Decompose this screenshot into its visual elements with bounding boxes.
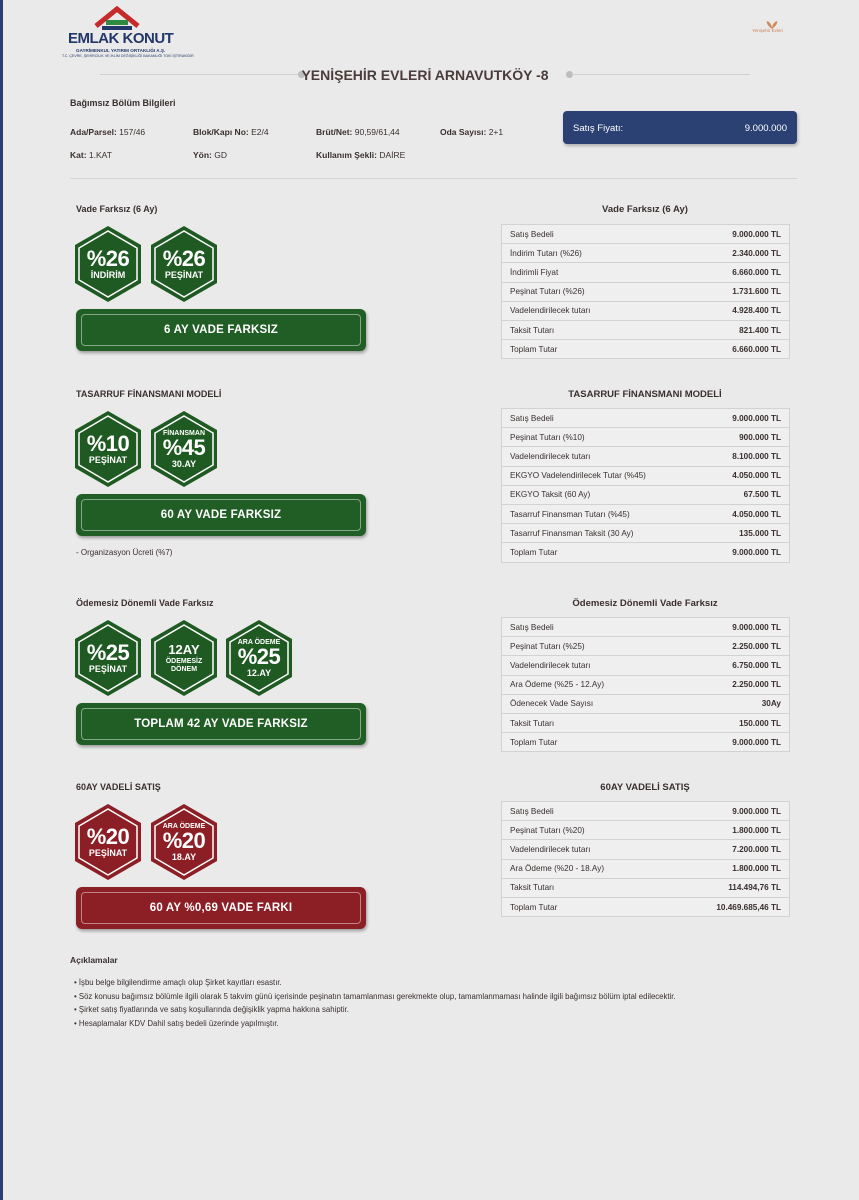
table-row: Satış Bedeli 9.000.000 TL	[502, 802, 790, 821]
badge-indirim-26	[69, 225, 147, 303]
list-item: • Söz konusu bağımsız bölümle ilgili olarak 5 takvim günü içerisinde peşinatın tamamlanması gerekmekte olup, tamamlanmaması halinde ilgili bağımsız bölüm iptal edilecektir.	[74, 991, 676, 1001]
aciklamalar-heading: Açıklamalar	[70, 955, 118, 965]
badge-ara-odeme-20	[145, 803, 223, 881]
house-logo-icon	[92, 6, 142, 32]
badge-label: PEŞİNAT	[88, 455, 128, 465]
table-row: Vadelendirilecek tutarı 7.200.000 TL	[502, 840, 790, 859]
table-4-title: 60AY VADELİ SATIŞ	[600, 782, 690, 793]
table-row: İndirim Tutarı (%26) 2.340.000 TL	[502, 244, 790, 263]
table-row: Peşinat Tutarı (%25) 2.250.000 TL	[502, 637, 790, 656]
table-row: Taksit Tutarı 150.000 TL	[502, 713, 790, 732]
section-3-title: Ödemesiz Dönemli Vade Farksız	[76, 598, 214, 608]
section-1-title: Vade Farksız (6 Ay)	[76, 204, 158, 214]
plan-bar-60-ay	[76, 494, 366, 536]
table-2-title: TASARRUF FİNANSMANI MODELİ	[568, 389, 722, 400]
table-row: Ödenecek Vade Sayısı 30Ay	[502, 694, 790, 713]
badge-big: %20	[162, 827, 206, 853]
table-row: Taksit Tutarı 114.494,76 TL	[502, 878, 790, 897]
blok-kapi: Blok/Kapı No: E2/4	[193, 127, 269, 137]
sale-price-label: Satış Fiyatı:	[573, 123, 624, 134]
table-1-title: Vade Farksız (6 Ay)	[602, 204, 688, 215]
table-row: Tasarruf Finansman Taksit (30 Ay) 135.000 TL	[502, 524, 790, 543]
plan-bar-label: TOPLAM 42 AY VADE FARKSIZ	[81, 708, 361, 740]
partner-logo-text: Yenişehir Evleri	[752, 28, 783, 33]
badge-big: %20	[86, 824, 130, 849]
list-item: • Hesaplamalar KDV Dahil satış bedeli üzerinde yapılmıştır.	[74, 1018, 279, 1028]
logo-subtitle-2: T.C. ÇEVRE, ŞEHİRCİLİK VE İKLİM DEĞİŞİKLİĞİ BAKANLIĞI TOKİ İŞTİRAKİDİR	[62, 54, 194, 58]
badge-label: PEŞİNAT	[164, 270, 204, 280]
plan-bar-60-ay-vade-farki	[76, 887, 366, 929]
left-accent-bar	[0, 0, 3, 1200]
badge-mid: 12AY	[168, 642, 200, 657]
table-row: Peşinat Tutarı (%20) 1.800.000 TL	[502, 821, 790, 840]
oda-sayisi: Oda Sayısı: 2+1	[440, 127, 504, 137]
emlak-konut-logo	[62, 6, 194, 60]
badge-pesinat-25	[69, 619, 147, 697]
partner-logo	[752, 20, 792, 40]
badge-label: 12.AY	[246, 667, 272, 678]
ada-parsel: Ada/Parsel: 157/46	[70, 127, 146, 137]
table-vade-farksiz-6-ay	[501, 224, 790, 359]
badge-big: %26	[86, 246, 130, 271]
kat: Kat: 1.KAT	[70, 150, 112, 160]
table-row: Toplam Tutar 6.660.000 TL	[502, 340, 790, 359]
table-row: Ara Ödeme (%20 - 18.Ay) 1.800.000 TL	[502, 859, 790, 878]
sale-price-value: 9.000.000	[744, 123, 787, 134]
table-row: EKGYO Vadelendirilecek Tutar (%45) 4.050.000 TL	[502, 466, 790, 485]
badge-ara-odeme-25	[220, 619, 298, 697]
logo-subtitle: GAYRİMENKUL YATIRIM ORTAKLIĞI A.Ş.	[76, 48, 166, 53]
badge-top: ARA ÖDEME	[162, 822, 206, 830]
table-row: Toplam Tutar 10.469.685,46 TL	[502, 897, 790, 916]
badge-top: ARA ÖDEME	[237, 638, 281, 646]
badge-label: İNDİRİM	[90, 270, 126, 280]
badge-12-ay-odemesiz	[145, 619, 223, 697]
plan-bar-6-ay	[76, 309, 366, 351]
brut-net: Brüt/Net: 90,59/61,44	[316, 127, 400, 137]
table-tasarruf-finansmani	[501, 408, 790, 563]
table-60-ay-vadeli	[501, 801, 790, 917]
table-row: Vadelendirilecek tutarı 8.100.000 TL	[502, 447, 790, 466]
badge-label: ÖDEMESİZ	[165, 658, 203, 665]
unit-info-heading: Bağımsız Bölüm Bilgileri	[70, 98, 176, 108]
badge-label: PEŞİNAT	[88, 664, 128, 674]
table-row: Vadelendirilecek tutarı 4.928.400 TL	[502, 301, 790, 320]
plan-bar-label: 60 AY VADE FARKSIZ	[81, 499, 361, 531]
yon: Yön: GD	[193, 150, 228, 160]
table-row: Satış Bedeli 9.000.000 TL	[502, 409, 790, 428]
table-row: EKGYO Taksit (60 Ay) 67.500 TL	[502, 485, 790, 504]
badge-label: 30.AY	[171, 458, 197, 469]
section-2-title: TASARRUF FİNANSMANI MODELİ	[76, 389, 222, 399]
badge-big: %26	[162, 246, 206, 271]
badge-pesinat-26	[145, 225, 223, 303]
table-row: Satış Bedeli 9.000.000 TL	[502, 225, 790, 244]
title-divider-right	[572, 74, 750, 75]
plan-bar-label: 6 AY VADE FARKSIZ	[81, 314, 361, 346]
badge-big: %25	[237, 643, 281, 669]
divider	[70, 178, 797, 179]
table-row: İndirimli Fiyat 6.660.000 TL	[502, 263, 790, 282]
table-3-title: Ödemesiz Dönemli Vade Farksız	[572, 598, 718, 609]
badge-finansman-45	[145, 410, 223, 488]
table-row: Satış Bedeli 9.000.000 TL	[502, 618, 790, 637]
title-row	[100, 66, 750, 86]
table-row: Toplam Tutar 9.000.000 TL	[502, 733, 790, 752]
table-row: Peşinat Tutarı (%10) 900.000 TL	[502, 428, 790, 447]
section-4-title: 60AY VADELİ SATIŞ	[76, 782, 161, 792]
kullanim-sekli: Kullanım Şekli: DAİRE	[316, 150, 406, 160]
badge-top: FİNANSMAN	[163, 429, 205, 437]
table-odemesiz-donemli	[501, 617, 790, 752]
page-title: YENİŞEHİR EVLERİ ARNAVUTKÖY -8	[301, 67, 549, 83]
sale-price-box	[563, 111, 797, 144]
plan-bar-42-ay	[76, 703, 366, 745]
list-item: • Şirket satış fiyatlarında ve satış koşullarında değişiklik yapma hakkına sahiptir.	[74, 1005, 349, 1015]
table-row: Ara Ödeme (%25 - 12.Ay) 2.250.000 TL	[502, 675, 790, 694]
aciklamalar-list	[74, 976, 676, 1030]
plan-bar-label: 60 AY %0,69 VADE FARKI	[81, 892, 361, 924]
badge-big: %45	[162, 434, 206, 460]
badge-pesinat-20	[69, 803, 147, 881]
table-row: Vadelendirilecek tutarı 6.750.000 TL	[502, 656, 790, 675]
table-row: Toplam Tutar 9.000.000 TL	[502, 543, 790, 562]
badge-label: 18.AY	[171, 851, 197, 862]
logo-brand-text: EMLAK KONUT	[68, 30, 174, 47]
table-row: Tasarruf Finansman Tutarı (%45) 4.050.000 TL	[502, 504, 790, 523]
table-row: Peşinat Tutarı (%26) 1.731.600 TL	[502, 282, 790, 301]
organizasyon-note: - Organizasyon Ücreti (%7)	[76, 548, 173, 557]
list-item: • İşbu belge bilgilendirme amaçlı olup Şirket kayıtları esastır.	[74, 978, 282, 987]
badge-big: %25	[86, 640, 130, 665]
badge-pesinat-10	[69, 410, 147, 488]
badge-big: %10	[86, 431, 130, 456]
badge-label: DÖNEM	[170, 666, 198, 673]
table-row: Taksit Tutarı 821.400 TL	[502, 320, 790, 339]
badge-label: PEŞİNAT	[88, 848, 128, 858]
